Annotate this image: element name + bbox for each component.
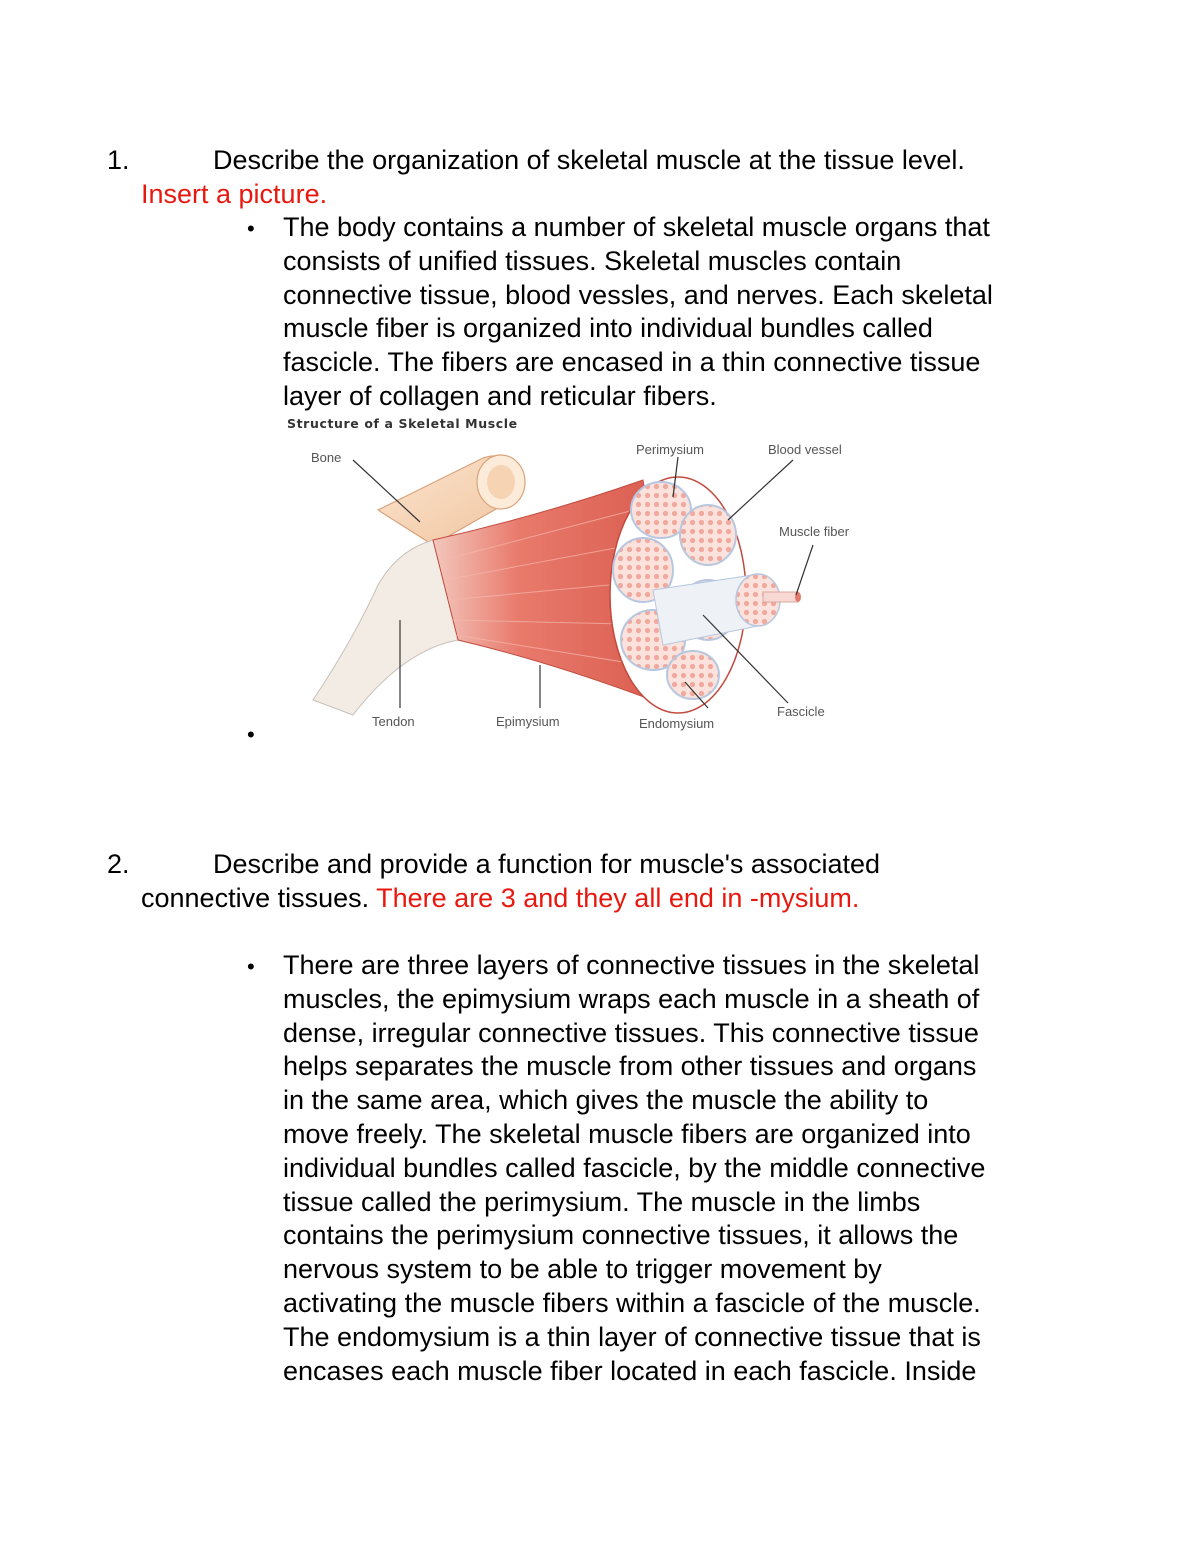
answer-2-line: move freely. The skeletal muscle fibers are organized into [283,1118,971,1149]
label-perimysium: Perimysium [636,442,704,457]
label-bone: Bone [311,450,342,465]
empty-bullet: • [247,722,255,747]
tendon-shape [313,540,458,715]
answer-2-line: in the same area, which gives the muscle the ability to [283,1085,929,1116]
figure-title: Structure of a Skeletal Muscle [287,416,518,431]
answer-2-line: encases each muscle fiber located in each fascicle. Inside [283,1355,977,1386]
answer-2-line: individual bundles called fascicle, by the middle connective [283,1152,986,1183]
label-fascicle: Fascicle [777,704,825,719]
answer-1-line: consists of unified tissues. Skeletal muscles contain [283,245,902,276]
label-endomysium: Endomysium [639,716,715,731]
label-blood-vessel: Blood vessel [768,442,842,457]
answer-2-line: dense, irregular connective tissues. This connective tissue [283,1017,979,1048]
question-2-text-continued [141,881,859,915]
question-1-instruction: Insert a picture. [141,179,328,209]
answer-1-line: fascicle. The fibers are encased in a thin connective tissue [283,347,981,378]
answer-1-line: muscle fiber is organized into individual bundles called [283,313,933,344]
question-2-number: 2. [107,849,130,879]
label-epimysium: Epimysium [496,714,560,729]
muscle-fiber-shape [763,592,798,602]
question-1-number: 1. [107,145,130,175]
label-muscle-fiber: Muscle fiber [779,524,850,539]
answer-2-line: contains the perimysium connective tissues, it allows the [283,1220,959,1251]
question-1-text: Describe the organization of skeletal muscle at the tissue level. [213,145,965,175]
answer-1-paragraph [283,211,1083,414]
answer-2-line: nervous system to be able to trigger movement by [283,1254,882,1285]
answer-2-line: helps separates the muscle from other tissues and organs [283,1051,977,1082]
answer-2-line: There are three layers of connective tissues in the skeletal [283,950,980,980]
question-2-instruction: There are 3 and they all end in -mysium. [376,883,860,913]
answer-2-line: activating the muscle fibers within a fascicle of the muscle. [283,1287,981,1318]
answer-1-line: The body contains a number of skeletal muscle organs that [283,212,990,242]
question-2-text: Describe and provide a function for muscle's associated [213,849,880,879]
answer-1-line: connective tissue, blood vessles, and nerves. Each skeletal [283,279,993,310]
answer-2-line: tissue called the perimysium. The muscle in the limbs [283,1186,921,1217]
label-tendon: Tendon [372,714,415,729]
answer-1-bullet: • [247,216,255,241]
skeletal-muscle-figure [283,410,878,740]
answer-2-paragraph [283,949,1083,1388]
bone-marrow [487,465,515,499]
answer-2-line: The endomysium is a thin layer of connective tissue that is [283,1321,981,1352]
answer-1-line: layer of collagen and reticular fibers. [283,380,717,411]
question-2-text-line2: connective tissues. [141,883,370,913]
answer-2-line: muscles, the epimysium wraps each muscle in a sheath of [283,983,980,1014]
answer-2-bullet: • [247,954,255,979]
